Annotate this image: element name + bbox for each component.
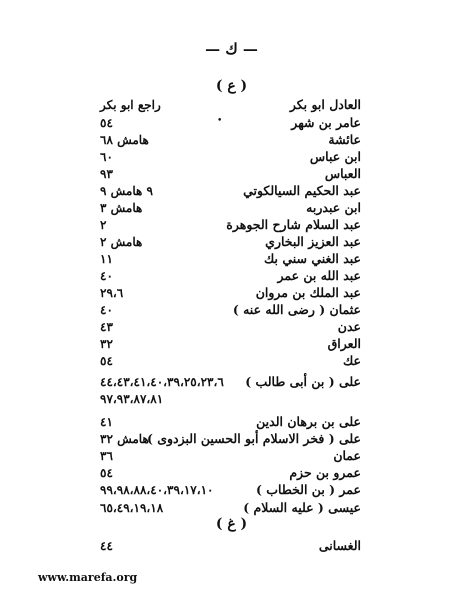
- index-entry: [0, 148, 463, 166]
- entry-refs: ٢٩،٦: [100, 286, 124, 300]
- index-entry: [0, 413, 463, 431]
- entry-name: عثمان ( رضى الله عنه ): [232, 302, 361, 317]
- entry-name: عمرو بن حزم: [289, 465, 361, 480]
- entry-name: العادل ابو بكر: [289, 97, 361, 112]
- index-entry: [0, 114, 463, 132]
- footer-url: www.marefa.org: [38, 571, 138, 584]
- entry-name: العراق: [327, 336, 361, 351]
- index-entry: [0, 499, 463, 517]
- entry-name: ابن عبدربه: [306, 200, 361, 215]
- entry-refs: ٤٣: [100, 320, 113, 334]
- entry-name: عك: [343, 353, 361, 368]
- entry-refs: ٩ هامش ٩: [100, 184, 153, 198]
- index-entry: [0, 481, 463, 499]
- section-letter-ghain: ( غ ): [215, 516, 248, 532]
- entry-name: عدن: [337, 319, 361, 334]
- entry-refs: هامش ٢: [100, 235, 143, 249]
- entry-refs: ٩٣: [100, 167, 113, 181]
- entry-name: الغسانى: [318, 538, 361, 553]
- entry-name: عبد الملك بن مروان: [255, 285, 361, 300]
- entry-name: عامر بن شهر: [291, 115, 361, 130]
- entry-name: عبد العزيز البخاري: [265, 234, 361, 249]
- entry-refs: ٥٤: [100, 466, 113, 480]
- index-entry: [0, 335, 463, 353]
- index-entry: [0, 464, 463, 482]
- entry-name: عبد الغني سني بك: [263, 251, 361, 266]
- entry-name: على ( فخر الاسلام أبو الحسين البزدوى ): [146, 431, 361, 446]
- entry-refs: هامش ٣: [100, 201, 143, 215]
- entry-name: عبد الحكيم السيالكوتي: [243, 183, 361, 198]
- section-letter-ain: ( ع ): [215, 78, 248, 94]
- entry-refs: راجع ابو بكر: [100, 98, 161, 112]
- index-entry: [0, 250, 463, 268]
- entry-name: عبد السلام شارح الجوهرة: [226, 217, 361, 232]
- entry-refs: ٥٤: [100, 354, 113, 368]
- entry-refs: ٣٢: [100, 337, 113, 351]
- entry-refs: ٩٩،٩٨،٨٨،٤٠،٣٩،١٧،١٠: [100, 483, 214, 497]
- entry-name: عمان: [333, 448, 361, 463]
- entry-refs: هامش ٣٢: [100, 432, 149, 446]
- index-entry: [0, 352, 463, 370]
- index-entry: [0, 216, 463, 234]
- entry-name: عمر ( بن الخطاب ): [256, 482, 361, 497]
- entry-refs: ٤٤: [100, 539, 113, 553]
- index-entry: [0, 267, 463, 285]
- entry-name: على ( بن أبى طالب ): [245, 374, 361, 389]
- index-entry: [0, 96, 463, 114]
- index-entry: [0, 165, 463, 183]
- entry-refs: ٦٠: [100, 150, 113, 164]
- entry-refs: ٤٠: [100, 269, 113, 283]
- entry-name: العباس: [324, 166, 361, 181]
- entry-name: عيسى ( عليه السلام ): [243, 500, 361, 515]
- index-entry: [0, 430, 463, 448]
- entry-refs: هامش ٦٨: [100, 133, 149, 147]
- entry-refs: ٦٥،٤٩،١٩،١٨: [100, 501, 164, 515]
- entry-refs: ٢: [100, 218, 107, 232]
- index-entry: [0, 301, 463, 319]
- index-entry: [0, 537, 463, 555]
- index-entry: [0, 318, 463, 336]
- entry-name: عائشة: [328, 132, 361, 147]
- entry-name: عبد الله بن عمر: [277, 268, 361, 283]
- entry-refs: ٤٤،٤٣،٤١،٤٠،٣٩،٢٥،٢٣،٦: [100, 375, 224, 389]
- index-entry: [0, 373, 463, 391]
- entry-refs: ٣٦: [100, 449, 113, 463]
- entry-refs: ٤١: [100, 415, 113, 429]
- entry-name: على بن برهان الدين: [256, 414, 361, 429]
- index-entry: [0, 199, 463, 217]
- entry-name: ابن عباس: [309, 149, 361, 164]
- entry-refs: ٩٧،٩٣،٨٧،٨١: [100, 392, 164, 406]
- page-number: — ك —: [205, 40, 258, 58]
- index-entry: [0, 447, 463, 465]
- entry-refs: ١١: [100, 252, 113, 266]
- index-entry: [0, 390, 463, 408]
- entry-refs: ٥٤: [100, 116, 113, 130]
- index-entry: [0, 131, 463, 149]
- index-entry: [0, 284, 463, 302]
- index-entry: [0, 233, 463, 251]
- bullet-mark: •: [217, 116, 223, 126]
- entry-refs: ٤٠: [100, 303, 113, 317]
- index-entry: [0, 182, 463, 200]
